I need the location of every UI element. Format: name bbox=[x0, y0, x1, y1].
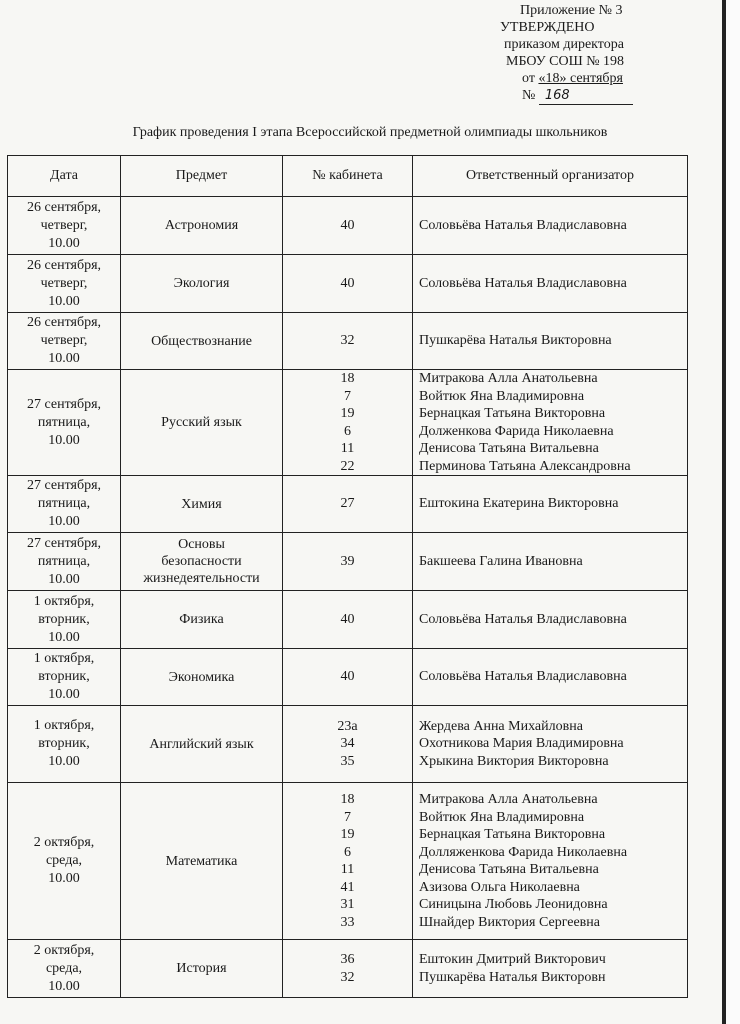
organizer-cell-line: Азизова Ольга Николаевна bbox=[419, 879, 580, 895]
organizer-cell bbox=[413, 197, 688, 255]
subject-cell bbox=[121, 370, 283, 476]
organizer-cell-line: Денисова Татьяна Витальевна bbox=[419, 441, 599, 456]
date-cell bbox=[8, 313, 121, 370]
approved-label: УТВЕРЖДЕНО bbox=[500, 20, 595, 35]
organizer-cell-line: Долляженкова Фарида Николаевна bbox=[419, 844, 628, 860]
organizer-cell-line: Соловьёва Наталья Владиславовна bbox=[419, 669, 627, 685]
organizer-cell-line: Ештокин Дмитрий Викторович bbox=[419, 952, 606, 967]
header-date: Дата bbox=[8, 156, 121, 197]
table-row bbox=[8, 370, 688, 476]
date-cell-line: 10.00 bbox=[48, 235, 80, 251]
date-cell-line: 10.00 bbox=[48, 687, 80, 702]
date-cell-line: четверг, bbox=[40, 333, 88, 348]
date-cell-line: 1 октября, bbox=[33, 593, 95, 609]
table-row bbox=[8, 940, 688, 998]
subject-cell bbox=[121, 940, 283, 998]
subject-cell bbox=[121, 476, 283, 533]
organizer-cell-line: Соловьёва Наталья Владиславовна bbox=[419, 217, 627, 233]
room-cell-line: 40 bbox=[340, 611, 355, 627]
room-cell bbox=[283, 476, 413, 533]
date-cell-line: 1 октября, bbox=[33, 651, 95, 666]
date-cell-line: 26 сентября, bbox=[26, 257, 102, 273]
organizer-cell-line: Бернацкая Татьяна Викторовна bbox=[419, 827, 606, 842]
date-cell bbox=[8, 706, 121, 783]
organizer-cell bbox=[413, 783, 688, 940]
organizer-cell bbox=[413, 255, 688, 313]
room-cell-line: 33 bbox=[340, 914, 355, 930]
order-date-prefix: от bbox=[522, 71, 539, 86]
subject-cell-line: Математика bbox=[165, 853, 238, 869]
organizer-cell bbox=[413, 591, 688, 649]
room-cell bbox=[283, 313, 413, 370]
organizer-cell-line: Войтюк Яна Владимировна bbox=[419, 809, 585, 825]
organizer-cell-line: Долженкова Фарида Николаевна bbox=[419, 423, 614, 439]
header-room: № кабинета bbox=[283, 156, 413, 197]
table-row bbox=[8, 706, 688, 783]
subject-cell-line: История bbox=[176, 961, 227, 976]
order-label: приказом директора bbox=[504, 37, 624, 52]
organizer-cell bbox=[413, 533, 688, 591]
room-cell-line: 40 bbox=[340, 217, 355, 233]
subject-cell bbox=[121, 783, 283, 940]
subject-cell bbox=[121, 255, 283, 313]
room-cell-line: 34 bbox=[340, 736, 355, 752]
organizer-cell-line: Синицына Любовь Леонидовна bbox=[419, 897, 608, 912]
organizer-cell-line: Ештокина Екатерина Викторовна bbox=[419, 496, 619, 512]
date-cell bbox=[8, 255, 121, 313]
room-cell-line: 40 bbox=[340, 275, 355, 291]
date-cell-line: среда, bbox=[45, 853, 83, 868]
date-cell-line: 26 сентября, bbox=[26, 315, 102, 330]
organizer-cell-line: Митракова Алла Анатольевна bbox=[419, 371, 598, 386]
room-cell bbox=[283, 197, 413, 255]
document-title: График проведения I этапа Всероссийской предметной олимпиады школьников bbox=[132, 125, 608, 140]
organizer-cell-line: Денисова Татьяна Витальевна bbox=[419, 862, 599, 877]
date-cell-line: четверг, bbox=[40, 275, 88, 291]
subject-cell-line: Экономика bbox=[168, 669, 235, 685]
date-cell-line: 10.00 bbox=[48, 571, 80, 587]
subject-cell bbox=[121, 313, 283, 370]
room-cell bbox=[283, 706, 413, 783]
room-cell bbox=[283, 255, 413, 313]
date-cell bbox=[8, 370, 121, 476]
subject-cell-line: Основы bbox=[178, 537, 225, 552]
school-label: МБОУ СОШ № 198 bbox=[506, 54, 625, 69]
room-cell bbox=[283, 783, 413, 940]
organizer-cell bbox=[413, 313, 688, 370]
room-cell-line: 41 bbox=[340, 879, 355, 895]
room-cell bbox=[283, 940, 413, 998]
scan-edge-line bbox=[722, 0, 726, 1024]
room-cell-line: 6 bbox=[344, 423, 351, 439]
date-cell-line: 2 октября, bbox=[33, 942, 95, 958]
order-date bbox=[500, 70, 650, 87]
header-organizer: Ответственный организатор bbox=[413, 156, 688, 197]
room-cell-line: 18 bbox=[340, 792, 355, 807]
table-row bbox=[8, 649, 688, 706]
organizer-cell-line: Хрыкина Виктория Викторовна bbox=[419, 753, 609, 769]
date-cell-line: 2 октября, bbox=[33, 835, 95, 850]
date-cell-line: вторник, bbox=[38, 611, 90, 627]
date-cell-line: 10.00 bbox=[48, 514, 80, 529]
date-cell-line: 10.00 bbox=[48, 293, 80, 309]
date-cell-line: 10.00 bbox=[48, 754, 80, 769]
room-cell bbox=[283, 370, 413, 476]
room-cell-line: 40 bbox=[340, 669, 355, 685]
date-cell-line: 27 сентября, bbox=[26, 396, 102, 412]
header-subject: Предмет bbox=[121, 156, 283, 197]
table-row bbox=[8, 783, 688, 940]
organizer-cell-line: Пушкарёва Наталья Викторовна bbox=[419, 333, 612, 349]
date-cell bbox=[8, 591, 121, 649]
table-row bbox=[8, 476, 688, 533]
date-cell bbox=[8, 197, 121, 255]
room-cell-line: 11 bbox=[340, 862, 355, 877]
organizer-cell bbox=[413, 649, 688, 706]
subject-cell-line: Физика bbox=[179, 612, 224, 627]
subject-cell-line: Экология bbox=[173, 276, 230, 291]
table-row bbox=[8, 533, 688, 591]
date-cell-line: 10.00 bbox=[48, 432, 80, 448]
date-cell-line: пятница, bbox=[37, 414, 91, 430]
subject-cell-line: Химия bbox=[181, 496, 222, 512]
date-cell bbox=[8, 649, 121, 706]
organizer-cell bbox=[413, 706, 688, 783]
room-cell-line: 22 bbox=[340, 458, 355, 474]
organizer-cell-line: Шнайдер Виктория Сергеевна bbox=[419, 914, 600, 930]
organizer-cell-line: Соловьёва Наталья Владиславовна bbox=[419, 611, 627, 627]
date-cell bbox=[8, 783, 121, 940]
room-cell-line: 19 bbox=[340, 406, 355, 421]
room-cell-line: 11 bbox=[340, 441, 355, 456]
table-row bbox=[8, 313, 688, 370]
organizer-cell bbox=[413, 476, 688, 533]
subject-cell-line: Английский язык bbox=[149, 736, 254, 752]
subject-cell-line: Астрономия bbox=[164, 218, 239, 233]
room-cell-line: 35 bbox=[340, 753, 355, 769]
date-cell-line: 10.00 bbox=[48, 871, 80, 886]
room-cell-line: 19 bbox=[340, 827, 355, 842]
room-cell-line: 23а bbox=[337, 718, 358, 734]
organizer-cell bbox=[413, 370, 688, 476]
room-cell-line: 27 bbox=[340, 496, 355, 512]
date-cell-line: 26 сентября, bbox=[26, 199, 102, 215]
date-cell-line: среда, bbox=[45, 960, 83, 976]
room-cell-line: 32 bbox=[340, 969, 355, 985]
date-cell bbox=[8, 533, 121, 591]
organizer-cell-line: Жердева Анна Михайловна bbox=[419, 718, 583, 734]
date-cell-line: 10.00 bbox=[48, 629, 80, 645]
date-cell-line: 27 сентября, bbox=[26, 478, 102, 493]
room-cell bbox=[283, 533, 413, 591]
organizer-cell bbox=[413, 940, 688, 998]
scan-margin bbox=[726, 0, 740, 1024]
room-cell bbox=[283, 649, 413, 706]
approval-block bbox=[500, 2, 650, 105]
organizer-cell-line: Бакшеева Галина Ивановна bbox=[419, 553, 583, 569]
organizer-cell-line: Войтюк Яна Владимировна bbox=[419, 388, 585, 404]
subject-cell bbox=[121, 591, 283, 649]
room-cell-line: 18 bbox=[340, 371, 355, 386]
table-header-row bbox=[8, 156, 688, 197]
room-cell bbox=[283, 591, 413, 649]
organizer-cell-line: Бернацкая Татьяна Викторовна bbox=[419, 406, 606, 421]
room-cell-line: 6 bbox=[344, 844, 351, 860]
date-cell bbox=[8, 476, 121, 533]
date-cell-line: пятница, bbox=[37, 553, 91, 569]
schedule-table bbox=[7, 155, 688, 998]
date-cell-line: вторник, bbox=[38, 736, 90, 751]
organizer-cell-line: Митракова Алла Анатольевна bbox=[419, 792, 598, 807]
date-cell-line: вторник, bbox=[38, 669, 90, 684]
room-cell-line: 7 bbox=[344, 388, 351, 404]
subject-cell-line: жизнедеятельности bbox=[143, 571, 260, 586]
room-cell-line: 39 bbox=[340, 553, 355, 569]
date-cell-line: 10.00 bbox=[48, 351, 80, 366]
order-number bbox=[500, 87, 650, 105]
room-cell-line: 36 bbox=[340, 952, 355, 967]
organizer-cell-line: Пушкарёва Наталья Викторовн bbox=[419, 969, 606, 985]
order-number-value: 168 bbox=[539, 89, 633, 105]
subject-cell-line: Русский язык bbox=[161, 415, 242, 430]
date-cell-line: пятница, bbox=[37, 496, 91, 511]
subject-cell bbox=[121, 533, 283, 591]
date-cell-line: четверг, bbox=[40, 217, 88, 233]
subject-cell bbox=[121, 649, 283, 706]
order-number-prefix: № bbox=[522, 88, 539, 103]
subject-cell-line: Обществознание bbox=[151, 333, 252, 349]
order-date-value: «18» сентября bbox=[538, 71, 623, 86]
organizer-cell-line: Охотникова Мария Владимировна bbox=[419, 736, 624, 752]
date-cell bbox=[8, 940, 121, 998]
table-row bbox=[8, 255, 688, 313]
subject-cell bbox=[121, 706, 283, 783]
room-cell-line: 31 bbox=[340, 897, 355, 912]
room-cell-line: 7 bbox=[344, 809, 351, 825]
room-cell-line: 32 bbox=[340, 333, 355, 349]
table-row bbox=[8, 197, 688, 255]
subject-cell bbox=[121, 197, 283, 255]
appendix-label: Приложение № 3 bbox=[520, 3, 623, 18]
organizer-cell-line: Соловьёва Наталья Владиславовна bbox=[419, 275, 627, 291]
subject-cell-line: безопасности bbox=[161, 554, 242, 569]
date-cell-line: 1 октября, bbox=[33, 718, 95, 733]
organizer-cell-line: Перминова Татьяна Александровна bbox=[419, 458, 631, 474]
date-cell-line: 10.00 bbox=[48, 978, 80, 994]
table-row bbox=[8, 591, 688, 649]
date-cell-line: 27 сентября, bbox=[26, 535, 102, 551]
